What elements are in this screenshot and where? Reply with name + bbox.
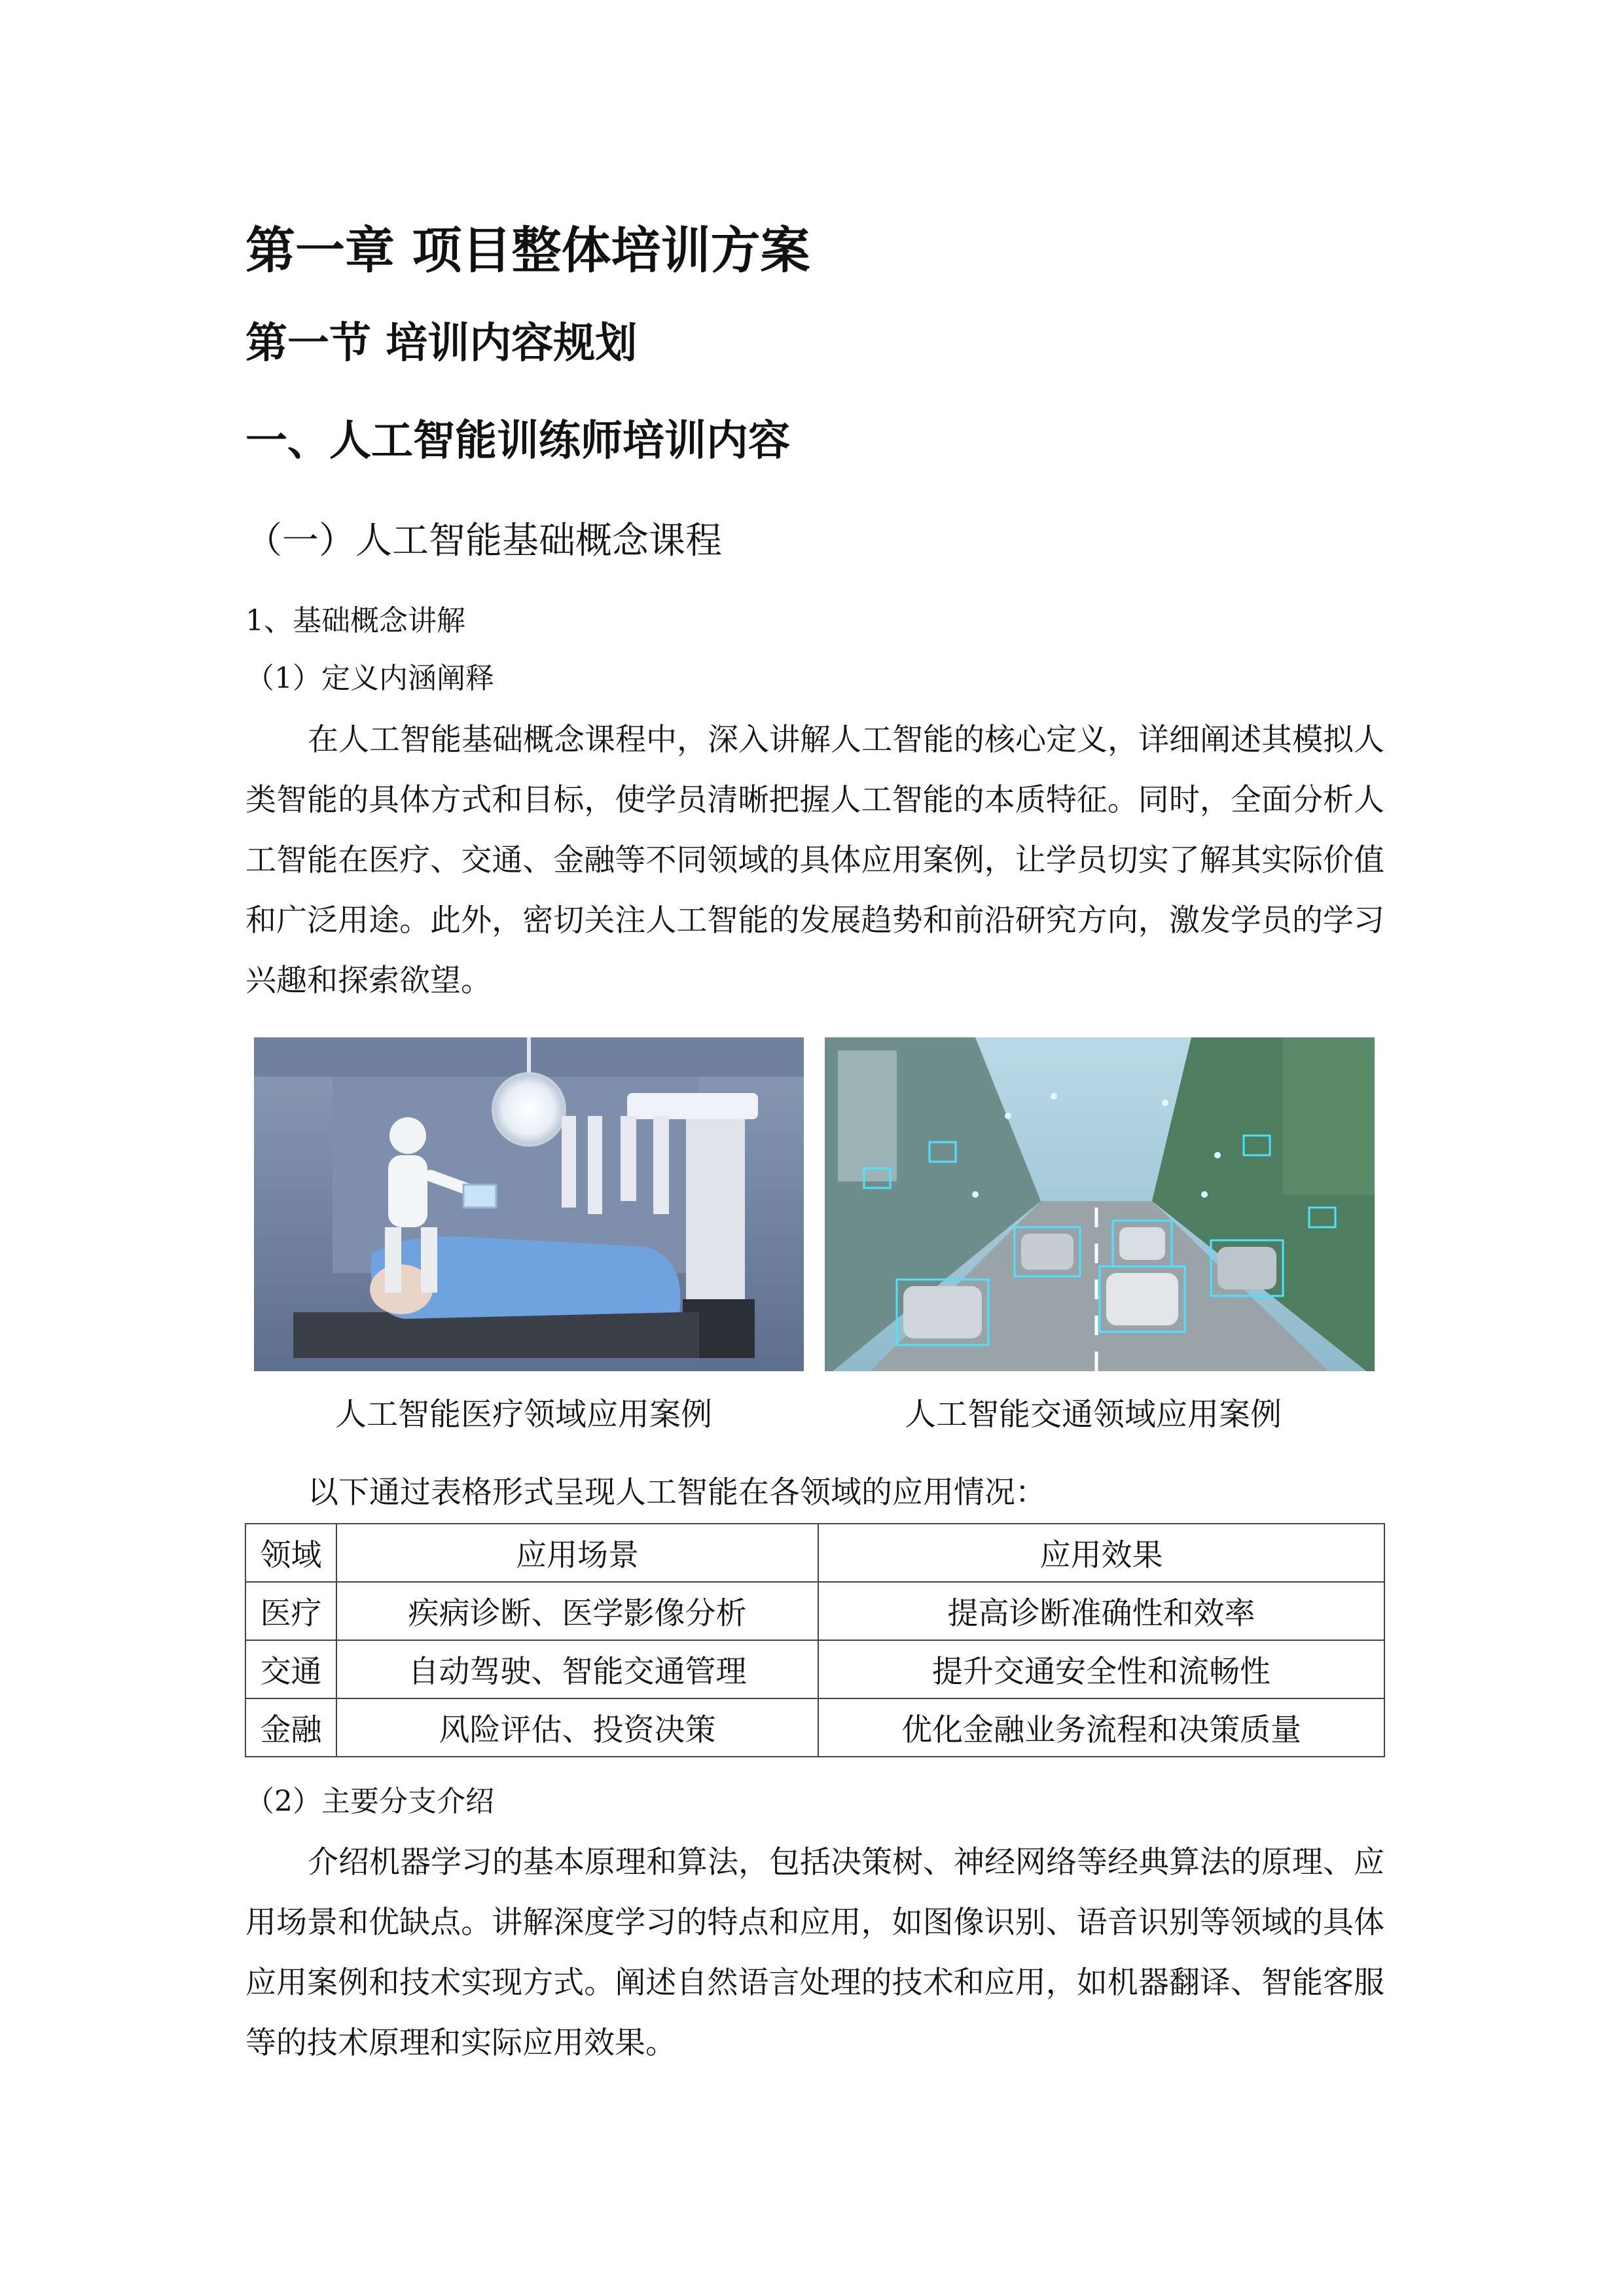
table-cell: 交通 [245, 1640, 336, 1698]
table-row [245, 1582, 1384, 1640]
table-cell: 提高诊断准确性和效率 [818, 1582, 1384, 1640]
item-heading-1: 1、基础概念讲解 [245, 604, 465, 637]
table-cell: 优化金融业务流程和决策质量 [818, 1698, 1384, 1757]
table-cell: 提升交通安全性和流畅性 [818, 1640, 1384, 1698]
table-cell: 金融 [245, 1698, 336, 1757]
medical-robot-image [254, 1037, 804, 1371]
item-heading-1-2: （2）主要分支介绍 [245, 1785, 494, 1818]
table-row [245, 1698, 1384, 1757]
item-heading-1-1: （1）定义内涵阐释 [245, 662, 494, 695]
figure-caption-medical: 人工智能医疗领域应用案例 [335, 1396, 713, 1433]
table-header-cell: 应用效果 [818, 1524, 1384, 1582]
course-title: （一）人工智能基础概念课程 [245, 520, 722, 562]
table-header-cell: 领域 [245, 1524, 336, 1582]
table-intro: 以下通过表格形式呈现人工智能在各领域的应用情况： [308, 1475, 1046, 1511]
table-header-row [245, 1524, 1384, 1582]
figure-caption-traffic: 人工智能交通领域应用案例 [905, 1396, 1282, 1433]
table-cell: 医疗 [245, 1582, 336, 1640]
table-cell: 疾病诊断、医学影像分析 [336, 1582, 818, 1640]
application-table [245, 1523, 1385, 1757]
chapter-title: 第一章 项目整体培训方案 [245, 221, 810, 279]
paragraph-definition: 在人工智能基础概念课程中，深入讲解人工智能的核心定义，详细阐述其模拟人类智能的具体方式和目标，使学员清晰把握人工智能的本质特征。同时，全面分析人工智能在医疗、交通、金融等不同领域的具体应用案例，让学员切实了解其实际价值和广泛用途。此外，密切关注人工智能的发展趋势和前沿研究方向，激发学员的学习兴趣和探索欲望。 [245, 722, 1384, 999]
traffic-recognition-image [825, 1037, 1375, 1371]
table-cell: 自动驾驶、智能交通管理 [336, 1640, 818, 1698]
subsection-title: 一、人工智能训练师培训内容 [245, 417, 790, 465]
table-header-cell: 应用场景 [336, 1524, 818, 1582]
table-row [245, 1640, 1384, 1698]
table-cell: 风险评估、投资决策 [336, 1698, 818, 1757]
paragraph-branches: 介绍机器学习的基本原理和算法，包括决策树、神经网络等经典算法的原理、应用场景和优缺点。讲解深度学习的特点和应用，如图像识别、语音识别等领域的具体应用案例和技术实现方式。阐述自然语言处理的技术和应用，如机器翻译、智能客服等的技术原理和实际应用效果。 [245, 1844, 1384, 2061]
section-title: 第一节 培训内容规划 [245, 319, 638, 368]
